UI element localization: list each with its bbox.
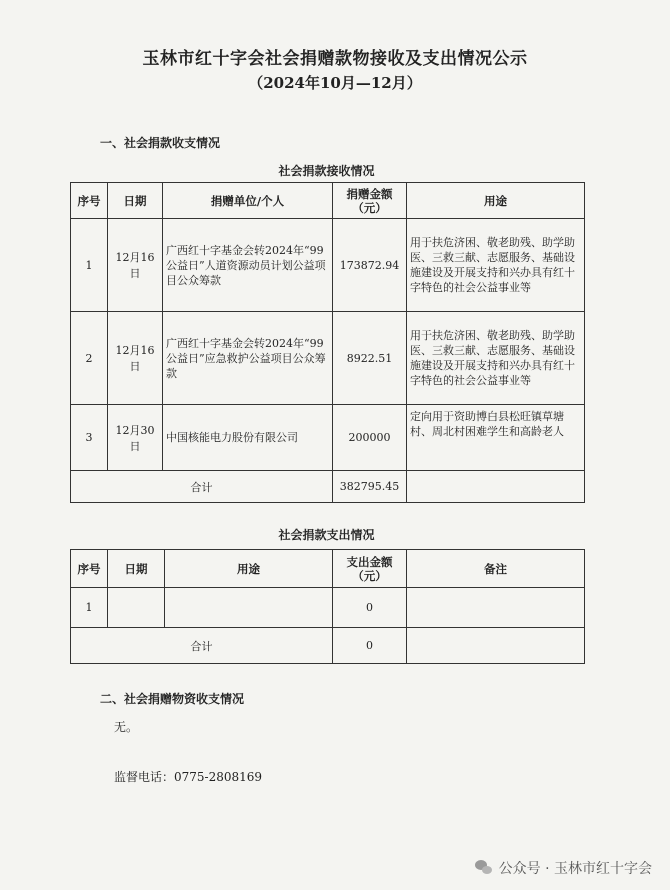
- row-date: [108, 588, 165, 628]
- col-header-purpose: 用途: [165, 550, 333, 588]
- page-subtitle: （2024年10月—12月）: [248, 74, 422, 92]
- expenditures-header-row: [71, 550, 585, 588]
- total-label: 合计: [71, 628, 333, 664]
- receipts-total-row: [71, 471, 585, 503]
- col-header-date: 日期: [108, 183, 163, 219]
- col-header-seq: 序号: [71, 550, 108, 588]
- total-label: 合计: [71, 471, 333, 503]
- col-header-amount-line2: （元）: [352, 200, 387, 215]
- row-seq: 3: [71, 405, 108, 471]
- col-header-donor: 捐赠单位/个人: [163, 183, 333, 219]
- col-header-amount-line2: （元）: [352, 568, 387, 583]
- total-value: 382795.45: [333, 471, 407, 503]
- table-row: [71, 312, 585, 405]
- row-date: 12月16日: [108, 312, 163, 405]
- page-title: 玉林市红十字会社会捐赠款物接收及支出情况公示: [142, 49, 528, 69]
- col-header-amount-line1: 捐赠金额: [346, 186, 393, 201]
- row-amount: 0: [333, 588, 407, 628]
- wechat-icon: [475, 860, 493, 876]
- table-row: [71, 219, 585, 312]
- row-seq: 1: [71, 588, 108, 628]
- col-header-remark: 备注: [407, 550, 585, 588]
- table-row: [71, 588, 585, 628]
- materials-content: 无。: [114, 720, 139, 734]
- section-heading-materials: 二、社会捐赠物资收支情况: [100, 692, 245, 706]
- row-purpose: 定向用于资助博白县松旺镇草塘村、周北村困难学生和高龄老人: [407, 405, 585, 471]
- row-amount: 200000: [333, 405, 407, 471]
- watermark-text: 公众号 · 玉林市红十字会: [498, 861, 652, 877]
- col-header-purpose: 用途: [407, 183, 585, 219]
- total-value: 0: [333, 628, 407, 664]
- row-date: 12月30日: [108, 405, 163, 471]
- supervision-phone: 监督电话：0775-2808169: [114, 770, 263, 784]
- row-remark: [407, 588, 585, 628]
- expenditures-total-row: [71, 628, 585, 664]
- row-seq: 1: [71, 219, 108, 312]
- expenditures-table-caption: 社会捐款支出情况: [278, 528, 375, 542]
- row-purpose: 用于扶危济困、敬老助残、助学助医、三救三献、志愿服务、基础设施建设及开展支持和兴办具有红十字特色的社会公益事业等: [407, 312, 585, 405]
- row-seq: 2: [71, 312, 108, 405]
- section-heading-donations: 一、社会捐款收支情况: [100, 136, 221, 150]
- watermark: [475, 858, 652, 878]
- row-purpose: 用于扶危济困、敬老助残、助学助医、三救三献、志愿服务、基础设施建设及开展支持和兴办具有红十字特色的社会公益事业等: [407, 219, 585, 312]
- col-header-amount: [333, 183, 407, 219]
- row-amount: 173872.94: [333, 219, 407, 312]
- row-donor: 广西红十字基金会转2024年“99公益日”人道资源动员计划公益项目公众筹款: [163, 219, 333, 312]
- receipts-table: [70, 182, 585, 503]
- row-purpose: [165, 588, 333, 628]
- receipts-table-caption: 社会捐款接收情况: [278, 164, 375, 178]
- total-empty-cell: [407, 628, 585, 664]
- total-empty-cell: [407, 471, 585, 503]
- receipts-header-row: [71, 183, 585, 219]
- col-header-amount-line1: 支出金额: [346, 554, 393, 569]
- col-header-amount: [333, 550, 407, 588]
- col-header-seq: 序号: [71, 183, 108, 219]
- row-amount: 8922.51: [333, 312, 407, 405]
- row-date: 12月16日: [108, 219, 163, 312]
- table-row: [71, 405, 585, 471]
- expenditures-table: [70, 549, 585, 664]
- row-donor: 广西红十字基金会转2024年“99公益日”应急救护公益项目公众筹款: [163, 312, 333, 405]
- row-donor: 中国核能电力股份有限公司: [163, 405, 333, 471]
- col-header-date: 日期: [108, 550, 165, 588]
